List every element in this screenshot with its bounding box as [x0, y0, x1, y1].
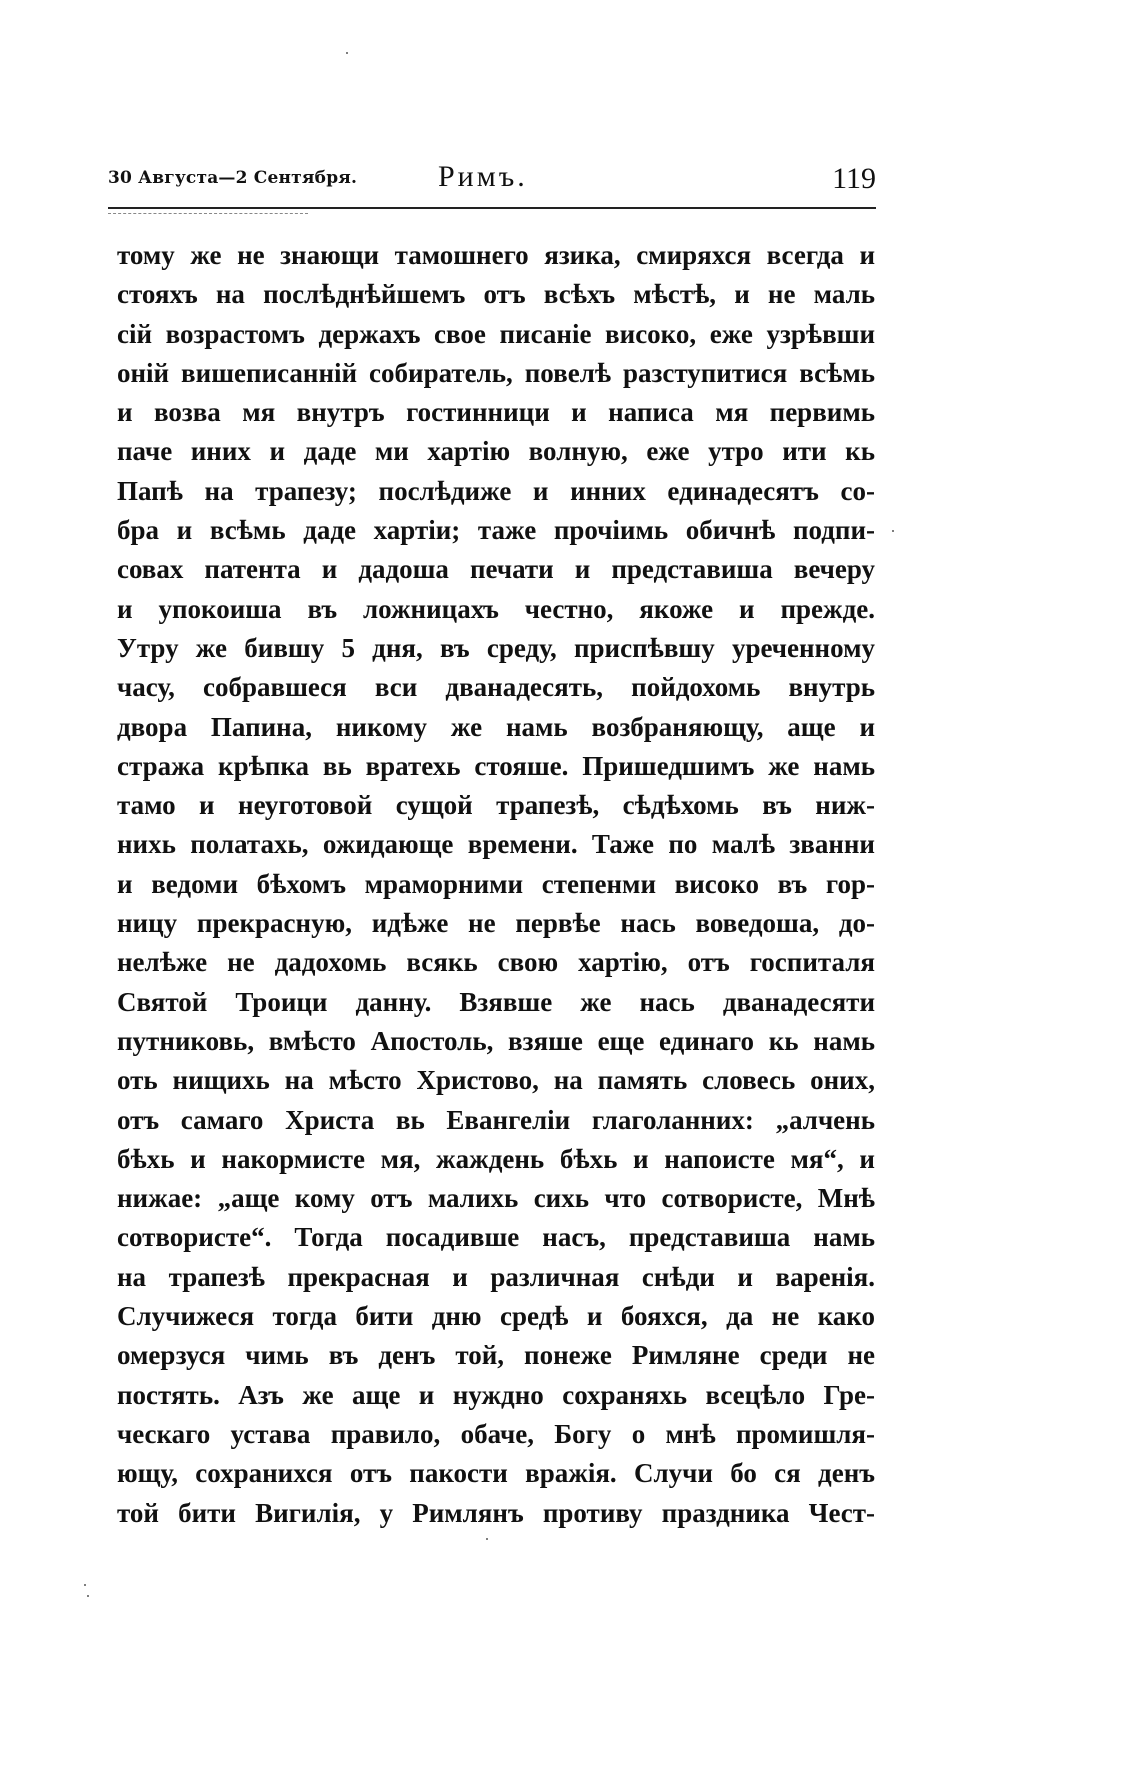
- text-line: стража крѣпка вь вратехь стояше. Пришедшимъ же намь: [117, 750, 875, 781]
- text-line: сій возрастомъ держахъ свое писаніе високо, еже узрѣвши: [117, 318, 875, 349]
- text-line: и упокоиша въ ложницахъ честно, якоже и прежде.: [117, 593, 875, 624]
- text-line: оній вишеписанній собиратель, повелѣ разступитися всѣмь: [117, 357, 875, 388]
- text-line: часу, собравшеся вси дванадесять, пойдохомь внутрь: [117, 672, 875, 703]
- paper-speck: [87, 1595, 89, 1597]
- running-title-place: Римъ.: [438, 160, 528, 193]
- text-line: двора Папина, никому же намь возбраняющу, аще и: [117, 711, 875, 742]
- text-line: бѣхь и накормисте мя, жаждень бѣхь и напоисте мя“, и: [117, 1143, 875, 1174]
- text-line: Папѣ на трапезу; послѣдиже и инних единадесятъ со-: [117, 475, 875, 506]
- text-line: ницу прекрасную, идѣже не первѣе нась воведоша, до-: [117, 908, 875, 939]
- text-line: нелѣже не дадохомь всякь свою хартію, отъ госпиталя: [117, 947, 875, 978]
- text-line: и возва мя внутръ гостинници и написа мя первимь: [117, 397, 875, 428]
- text-line: той бити Вигилія, у Римлянъ противу праздника Чест-: [117, 1497, 875, 1528]
- text-line: стояхъ на послѣднѣйшемъ отъ всѣхъ мѣстѣ, и не маль: [117, 279, 875, 310]
- text-line: бра и всѣмь даде хартіи; таже прочіимь обичнѣ подпи-: [117, 515, 875, 546]
- text-line: Утру же бившу 5 дня, въ среду, приспѣвшу уреченному: [117, 632, 875, 663]
- header-rule-shadow: [108, 213, 308, 214]
- text-line: нижае: „аще кому отъ малихь сихь что сотвористе, Мнѣ: [117, 1183, 875, 1214]
- text-line: тамо и неуготовой сущой трапезѣ, сѣдѣхомь въ ниж-: [117, 790, 875, 821]
- running-title-dates: 30 Августа—2 Сентября.: [108, 168, 358, 188]
- text-line: Случижеся тогда бити дню средѣ и бояхся, да не како: [117, 1301, 875, 1332]
- text-line: омерзуся чимь въ денъ той, понеже Римляне среди не: [117, 1340, 875, 1371]
- page-header: [108, 160, 876, 206]
- text-line: ческаго устава правило, обаче, Богу о мнѣ промишля-: [117, 1418, 875, 1449]
- text-line: отъ самаго Христа вь Евангеліи глаголанних: „алчень: [117, 1104, 875, 1135]
- text-line: нихь полатахь, ожидающе времени. Таже по малѣ званни: [117, 829, 875, 860]
- text-line: на трапезѣ прекрасная и различная снѣди и варенія.: [117, 1261, 875, 1292]
- paper-speck: [892, 530, 894, 532]
- text-line: Святой Троици данну. Взявше же нась дванадесяти: [117, 986, 875, 1017]
- paper-speck: [486, 1538, 488, 1540]
- text-line: ющу, сохранихся отъ пакости вражія. Случи бо ся денъ: [117, 1458, 875, 1489]
- text-line: совах патента и дадоша печати и представиша вечеру: [117, 554, 875, 585]
- text-line: и ведоми бѣхомъ мраморними степенми високо въ гор-: [117, 868, 875, 899]
- text-line: сотвористе“. Тогда посадивше насъ, представиша намь: [117, 1222, 875, 1253]
- paper-speck: [346, 52, 348, 54]
- text-line: паче иних и даде ми хартію волную, еже утро ити кь: [117, 436, 875, 467]
- header-rule: [108, 207, 876, 209]
- text-line: путниковь, вмѣсто Апостоль, взяше еще единаго кь намь: [117, 1025, 875, 1056]
- body-text: [117, 236, 875, 1533]
- page-number: 119: [832, 162, 876, 195]
- paper-speck: [84, 1584, 86, 1586]
- text-line: тому же не знающи тамошнего язика, смиряхся всегда и: [117, 240, 875, 270]
- text-line: постять. Азъ же аще и нуждно сохраняхь всецѣло Гре-: [117, 1379, 875, 1410]
- text-line: оть нищихь на мѣсто Христово, на память словесь оних,: [117, 1065, 875, 1096]
